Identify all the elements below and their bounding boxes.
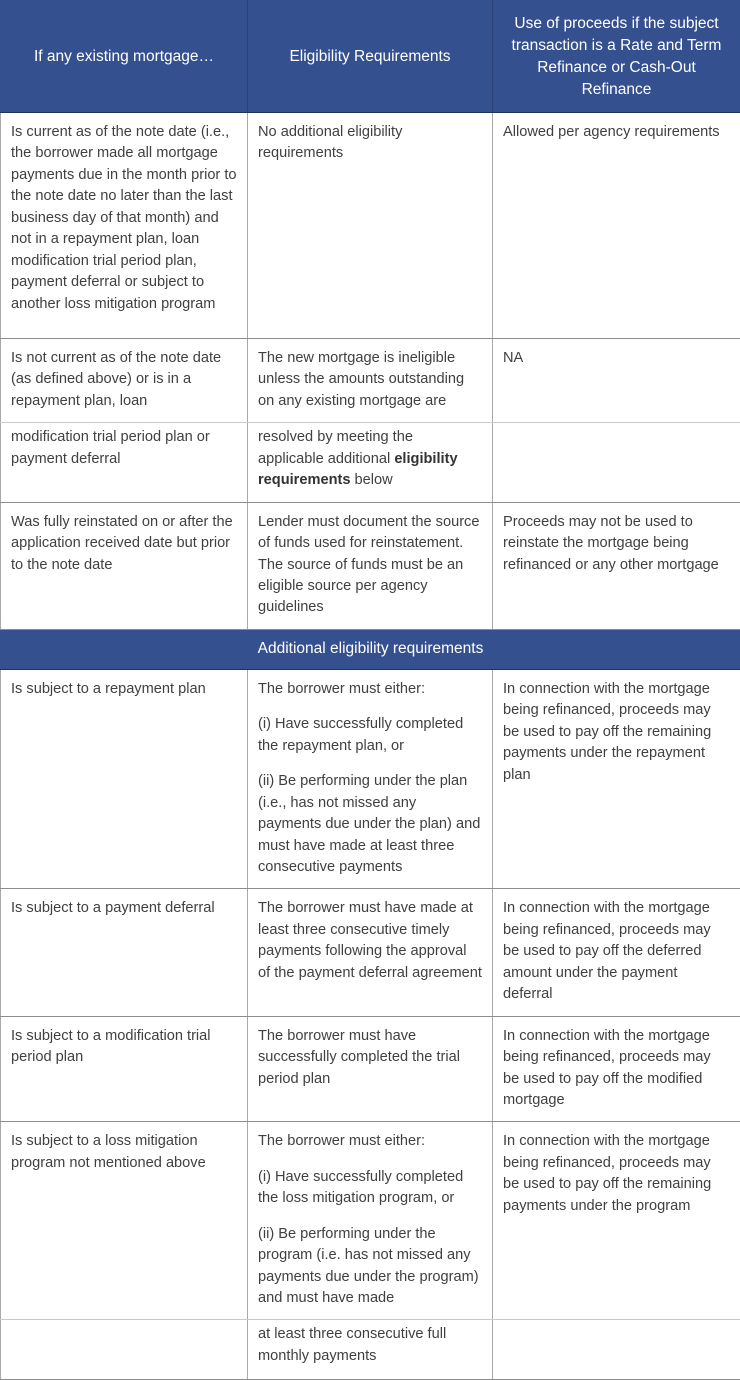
cell-use-of-proceeds: NA — [493, 339, 740, 423]
cell-condition: Is subject to a loss mitigation program not mentioned above — [1, 1122, 248, 1320]
cell-eligibility — [248, 1122, 493, 1320]
cell-condition: Is current as of the note date (i.e., the borrower made all mortgage payments due in the month prior to the note date no later than the last business day of that month) and not in a repayment plan, loan modification trial period plan, payment deferral or subject to another loss mitigation program — [1, 113, 248, 339]
eligibility-paragraph: (ii) Be performing under the program (i.e. has not missed any payments due under the program) and must have made — [258, 1224, 482, 1310]
section-band-row — [1, 629, 740, 669]
cell-use-of-proceeds: Allowed per agency requirements — [493, 113, 740, 339]
cell-condition — [1, 1320, 248, 1380]
cell-use-of-proceeds: In connection with the mortgage being refinanced, proceeds may be used to pay off the remaining payments under the repayment plan — [493, 669, 740, 889]
table-row — [1, 1122, 740, 1320]
table-row-continuation — [1, 423, 740, 502]
cell-use-of-proceeds: In connection with the mortgage being refinanced, proceeds may be used to pay off the deferred amount under the payment deferral — [493, 889, 740, 1016]
eligibility-paragraph: (i) Have successfully completed the repayment plan, or — [258, 714, 482, 757]
eligibility-paragraph: (i) Have successfully completed the loss mitigation program, or — [258, 1167, 482, 1210]
cell-eligibility: The borrower must have successfully completed the trial period plan — [248, 1016, 493, 1122]
table-row-continuation — [1, 1320, 740, 1380]
column-header-condition: If any existing mortgage… — [1, 1, 248, 113]
column-header-eligibility: Eligibility Requirements — [248, 1, 493, 113]
cell-condition: modification trial period plan or payment deferral — [1, 423, 248, 502]
section-band-label: Additional eligibility requirements — [1, 629, 740, 669]
cell-use-of-proceeds — [493, 423, 740, 502]
cell-use-of-proceeds: In connection with the mortgage being refinanced, proceeds may be used to pay off the modified mortgage — [493, 1016, 740, 1122]
cell-use-of-proceeds — [493, 1320, 740, 1380]
cell-eligibility: No additional eligibility requirements — [248, 113, 493, 339]
eligibility-text-suffix: below — [350, 472, 392, 488]
cell-eligibility: The borrower must have made at least three consecutive timely payments following the approval of the payment deferral agreement — [248, 889, 493, 1016]
table-row — [1, 1016, 740, 1122]
table-row — [1, 669, 740, 889]
cell-eligibility: The new mortgage is ineligible unless the amounts outstanding on any existing mortgage are — [248, 339, 493, 423]
table-row — [1, 113, 740, 339]
table-row — [1, 339, 740, 423]
cell-eligibility: Lender must document the source of funds used for reinstatement. The source of funds must be an eligible source per agency guidelines — [248, 502, 493, 629]
cell-eligibility — [248, 423, 493, 502]
eligibility-paragraph: The borrower must either: — [258, 1131, 482, 1152]
column-header-use-of-proceeds: Use of proceeds if the subject transaction is a Rate and Term Refinance or Cash-Out Refinance — [493, 1, 740, 113]
cell-condition: Is not current as of the note date (as defined above) or is in a repayment plan, loan — [1, 339, 248, 423]
cell-use-of-proceeds: Proceeds may not be used to reinstate the mortgage being refinanced or any other mortgage — [493, 502, 740, 629]
table-row — [1, 502, 740, 629]
cell-condition: Is subject to a repayment plan — [1, 669, 248, 889]
table-row — [1, 889, 740, 1016]
table-header-row — [1, 1, 740, 113]
eligibility-paragraph: The borrower must either: — [258, 679, 482, 700]
cell-condition: Is subject to a modification trial period plan — [1, 1016, 248, 1122]
cell-eligibility: at least three consecutive full monthly payments — [248, 1320, 493, 1380]
cell-eligibility — [248, 669, 493, 889]
eligibility-text-prefix: resolved by meeting the applicable additional — [258, 429, 413, 466]
cell-condition: Is subject to a payment deferral — [1, 889, 248, 1016]
cell-use-of-proceeds: In connection with the mortgage being refinanced, proceeds may be used to pay off the remaining payments under the program — [493, 1122, 740, 1320]
eligibility-paragraph: (ii) Be performing under the plan (i.e., has not missed any payments due under the plan) and must have made at least three consecutive payments — [258, 771, 482, 878]
eligibility-text-bold: eligibility requirements — [258, 451, 458, 488]
cell-condition: Was fully reinstated on or after the application received date but prior to the note date — [1, 502, 248, 629]
